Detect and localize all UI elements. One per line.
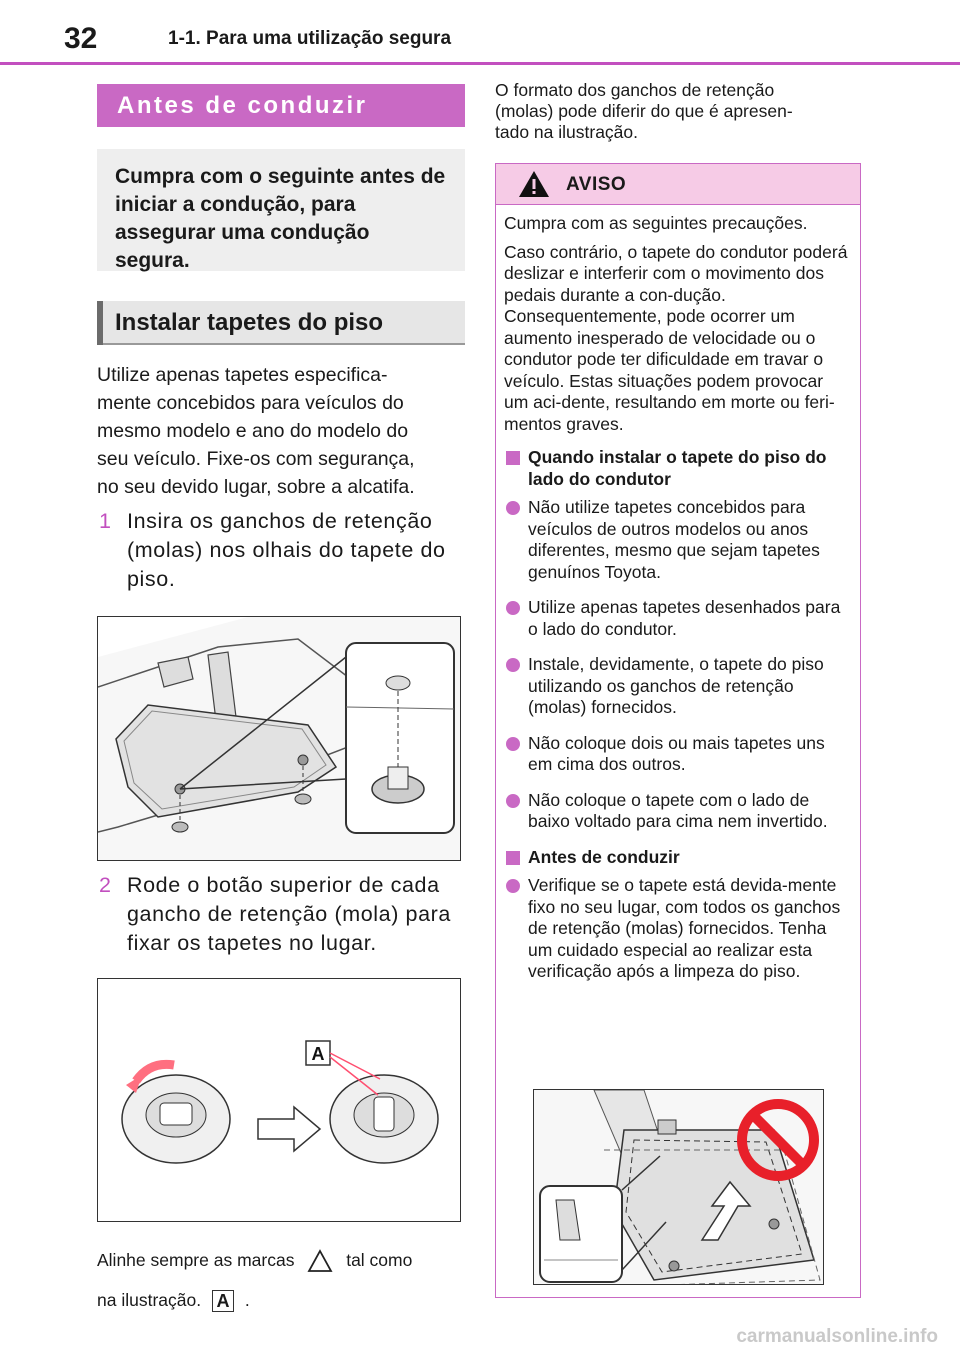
step-text: Insira os ganchos de retenção (molas) nos olhais do tapete do piso. [127,509,446,591]
incorrect-mat-illustration [533,1089,824,1285]
list-item-text: Utilize apenas tapetes desenhados para o lado do condutor. [528,597,841,639]
intro-box: Cumpra com o seguinte antes de iniciar a condução, para assegurar uma condução segura. [97,149,465,271]
bullet-icon [506,601,520,615]
warning-subsection-title [504,847,848,869]
caption-text: tal como [346,1250,413,1270]
svg-text:A: A [311,1044,325,1064]
figure-caption [97,1240,465,1320]
hook-rotation-illustration [97,978,461,1222]
right-column [495,80,861,1298]
shape-note-line: O formato dos ganchos de retenção [495,80,775,100]
floor-mat-hook-illustration [97,616,461,861]
page-header [0,0,960,64]
warning-box [495,163,861,1298]
warning-text: Caso contrário, o tapete do condutor poderá deslizar e interferir com o movimento dos pedais durante a con-dução. Consequentemente, pode ocorrer um aumento inesperado de velocidade ou o condutor pode ter dificuldade em travar o veículo. Estas situações podem provocar um aci-dente, resultando em morte ou feri-mentos graves. [504,241,848,434]
warning-body [496,205,860,983]
step-number: 1 [99,509,112,533]
subsection-label: Antes de conduzir [528,846,680,867]
shape-note-line: (molas) pode diferir do que é apresen- [495,101,793,121]
shape-note [495,80,861,143]
body-paragraph [97,361,465,501]
list-item-text: Verifique se o tapete está devida-mente fixo no seu lugar, com todos os ganchos de retenção (molas) fornecidos. Tenha um cuidado especial ao realizar esta verificação após a limpeza do piso. [528,875,841,981]
step-2 [97,871,465,958]
list-item [504,597,848,640]
list-item-text: Instale, devidamente, o tapete do piso utilizando os ganchos de retenção (molas) fornecidos. [528,654,824,717]
alignment-mark-icon [307,1249,333,1273]
list-item-text: Não coloque o tapete com o lado de baixo voltado para cima nem invertido. [528,789,828,831]
step-1 [97,507,465,594]
caption-text: . [244,1290,250,1310]
warning-text: Cumpra com as seguintes precauções. [504,213,808,233]
left-column [97,84,465,1320]
list-item-text: Não coloque dois ou mais tapetes uns em cima dos outros. [528,732,825,774]
warning-header [496,164,860,205]
warning-triangle-icon [518,170,550,198]
list-item [504,654,848,719]
list-item [504,790,848,833]
page-number: 32 [64,22,98,55]
body-line: seu veículo. Fixe-os com segurança, [97,448,415,470]
body-line: mente concebidos para veículos do [97,392,404,414]
body-line: Utilize apenas tapetes especifica- [97,364,388,386]
body-line: no seu devido lugar, sobre a alcatifa. [97,476,415,498]
list-item [504,875,848,983]
step-text: Rode o botão superior de cada gancho de retenção (mola) para fixar os tapetes no lugar. [127,873,451,955]
header-rule [0,62,960,65]
chapter-title: 1-1. Para uma utilização segura [168,28,452,49]
section-title: Instalar tapetes do piso [97,301,465,345]
body-line: mesmo modelo e ano do modelo do [97,420,409,442]
watermark: carmanualsonline.info [736,1326,938,1347]
square-bullet-icon [506,851,520,865]
marker-a-label: A [212,1290,234,1312]
warning-title: AVISO [566,174,627,195]
bullet-icon [506,737,520,751]
bullet-icon [506,501,520,515]
list-item [504,733,848,776]
list-item [504,497,848,583]
warning-subsection-title [504,447,848,490]
list-item-text: Não utilize tapetes concebidos para veículos de outros modelos ou anos diferentes, mesmo que sejam tapetes genuínos Toyota. [528,497,820,582]
square-bullet-icon [506,451,520,465]
shape-note-line: tado na ilustração. [495,122,639,142]
section-banner: Antes de conduzir [97,84,465,127]
bullet-icon [506,879,520,893]
subsection-label: Quando instalar o tapete do piso do lado do condutor [528,447,827,489]
bullet-icon [506,658,520,672]
caption-text: Alinhe sempre as marcas [97,1250,295,1270]
step-number: 2 [99,873,112,897]
bullet-icon [506,794,520,808]
caption-text: na ilustração. [97,1290,202,1310]
